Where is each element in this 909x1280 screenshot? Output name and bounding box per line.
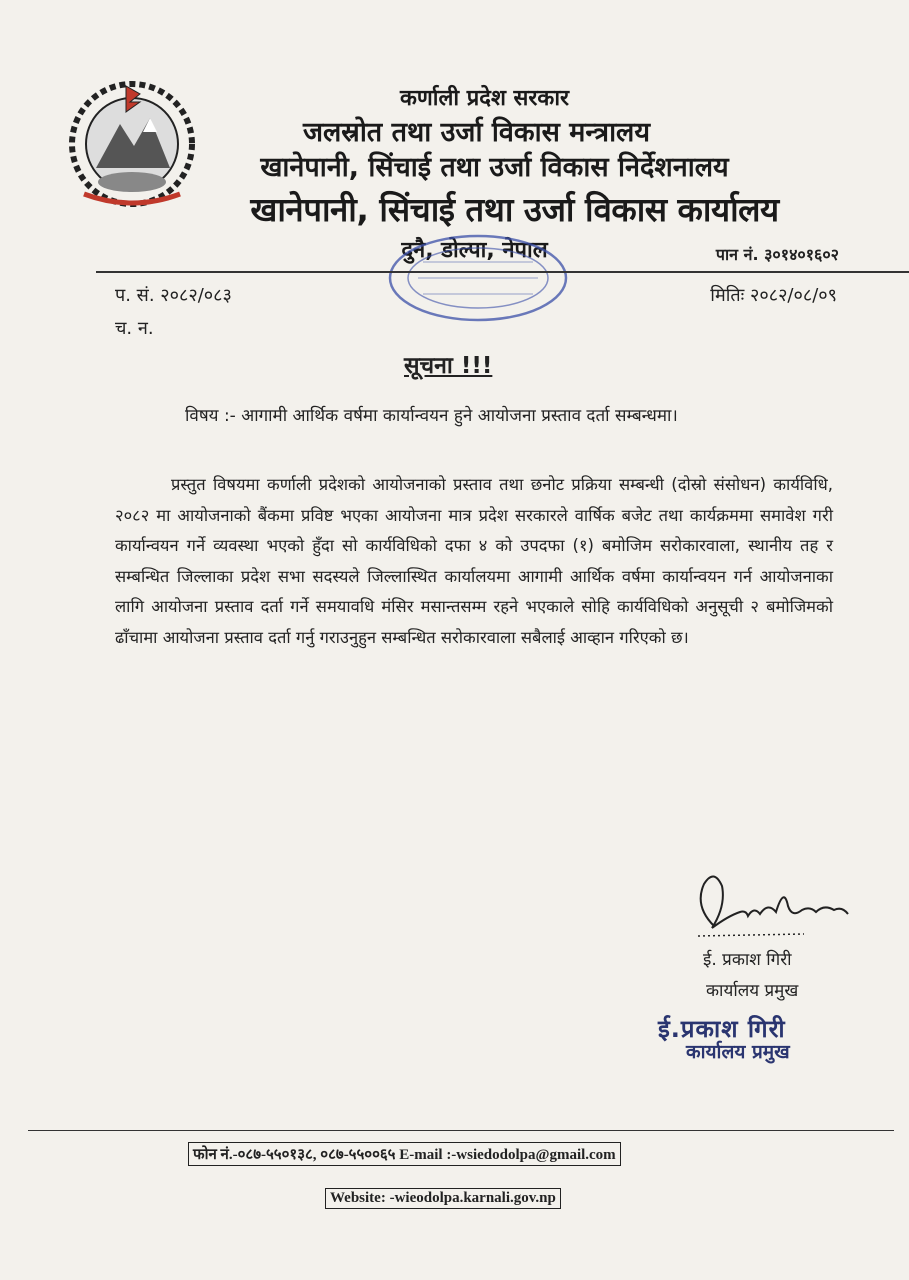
notice-subject: विषय :- आगामी आर्थिक वर्षमा कार्यान्वयन हुने आयोजना प्रस्ताव दर्ता सम्बन्धमा। — [185, 406, 678, 426]
notice-title: सूचना !!! — [404, 353, 493, 379]
office-name: खानेपानी, सिंचाई तथा उर्जा विकास कार्यालय — [250, 190, 779, 229]
dispatch-number: च. न. — [115, 318, 154, 339]
footer-divider — [28, 1130, 894, 1131]
signatory-role: कार्यालय प्रमुख — [706, 981, 799, 1001]
header-divider — [96, 271, 909, 273]
website-link[interactable]: Website: -wieodolpa.karnali.gov.np — [325, 1188, 561, 1209]
ministry-name: जलस्रोत तथा उर्जा विकास मन्त्रालय — [302, 117, 651, 148]
pan-number: पान नं. ३०१४०१६०२ — [715, 245, 839, 264]
notice-body: प्रस्तुत विषयमा कर्णाली प्रदेशको आयोजनाको प्रस्ताव तथा छनोट प्रक्रिया सम्बन्धी (दोस्रो संसोधन) कार्यविधि, २०८२ मा आयोजनाको बैंकमा प्रविष्ट भएका आयोजना मात्र प्रदेश सरकारले वार्षिक बजेट तथा कार्यक्रममा समावेश गरी कार्यान्वयन गर्ने व्यवस्था भएको हुँदा सो कार्यविधिको दफा ४ को उपदफा (१) बमोजिम सरोकारवाला, स्थानीय तह र सम्बन्धित जिल्लाका प्रदेश सभा सदस्यले जिल्लास्थित कार्यालयमा आगामी आर्थिक वर्षमा कार्यान्वयन गर्न आयोजनाका लागि आयोजना प्रस्ताव दर्ता गर्ने समयावधि मंसिर मसान्तसम्म रहने भएकाले सोहि कार्यविधिको अनुसूची २ बमोजिमको ढाँचामा आयोजना प्रस्ताव दर्ता गर्नु गराउनुहुन सम्बन्धित सरोकारवाला सबैलाई आव्हान गरिएको छ। — [115, 475, 833, 647]
office-address: दुनै, डोल्पा, नेपाल — [401, 238, 548, 263]
contact-info: फोन नं.-०८७-५५०१३८, ०८७-५५००६५ E-mail :-wsiedodolpa@gmail.com — [188, 1142, 621, 1166]
province-government: कर्णाली प्रदेश सरकार — [399, 86, 570, 111]
directorate-name: खानेपानी, सिंचाई तथा उर्जा विकास निर्देशनालय — [260, 152, 729, 183]
signatory-name: ई. प्रकाश गिरी — [703, 950, 792, 970]
name-seal: ई.प्रकाश गिरी — [658, 1015, 786, 1043]
reference-number: प. सं. २०८२/०८३ — [115, 285, 232, 306]
handwritten-signature — [684, 866, 854, 952]
office-stamp — [383, 232, 573, 324]
letter-date: मितिः २०८२/०८/०९ — [710, 285, 837, 306]
role-seal: कार्यालय प्रमुख — [686, 1041, 790, 1063]
